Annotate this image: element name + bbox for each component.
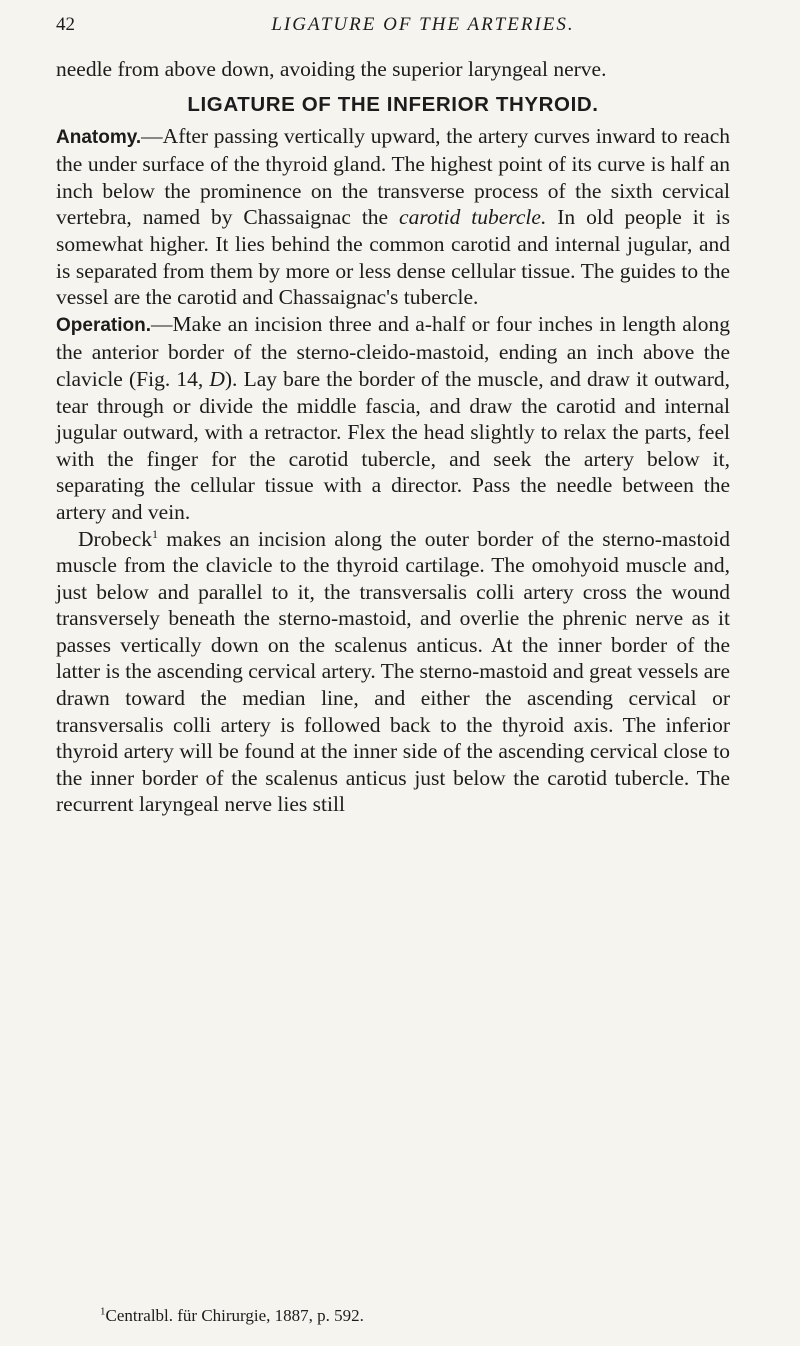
drobeck-name: Drobeck	[78, 526, 153, 551]
continuation-paragraph: needle from above down, avoiding the superior laryngeal nerve.	[56, 57, 607, 81]
footnote-mark: 1	[100, 1305, 106, 1318]
page-header	[56, 14, 730, 44]
running-title: LIGATURE OF THE ARTERIES.	[271, 14, 575, 35]
anatomy-paragraph	[56, 123, 730, 311]
drobeck-paragraph	[56, 526, 730, 819]
section-title: LIGATURE OF THE INFERIOR THYROID.	[187, 92, 599, 116]
footnote	[100, 1306, 364, 1326]
anatomy-text-b: In old people it is somewhat higher. It lies behind the common carotid and internal jugular, and is separated from them by more or less dense cellular tissue. The guides to the vessel are the carotid and Chassaignac's tubercle.	[56, 205, 731, 310]
footnote-reference: 1	[152, 526, 159, 541]
anatomy-text-a: —After passing vertically upward, the artery curves inward to reach the under surface of the thyroid gland. The highest point of its curve is half an inch below the prominence on the transverse process of the sixth cervical vertebra, named by Chassaignac the	[56, 123, 730, 230]
anatomy-italic-term: carotid tubercle.	[399, 205, 547, 230]
operation-label: Operation.	[56, 314, 152, 336]
page-number: 42	[56, 14, 75, 35]
operation-figure-letter: D	[209, 366, 225, 391]
operation-text-b: ). Lay bare the border of the muscle, and draw it outward, tear through or divide the middle fascia, and draw the carotid and internal jugular outward, with a retractor. Flex the head slightly to relax the parts, feel with the finger for the carotid tubercle, and seek the artery below it, separating the cellular tissue with a director. Pass the needle between the artery and vein.	[56, 366, 730, 524]
footnote-text: Centralbl. für Chirurgie, 1887, p. 592.	[105, 1306, 364, 1325]
operation-text-a: —Make an incision three and a-half or four inches in length along the anterior border of the sterno-cleido-mastoid, ending an inch above the clavicle (Fig. 14,	[56, 311, 730, 391]
drobeck-text: makes an incision along the outer border of the sterno-mastoid muscle from the clavicle to the thyroid cartilage. The omohyoid muscle and, just below and parallel to it, the transversalis colli artery cross the wound transversely beneath the sterno-mastoid, and overlie the phrenic nerve as it passes vertically down on the scalenus anticus. At the inner border of the latter is the ascending cervical artery. The sterno-mastoid and great vessels are drawn toward the median line, and either the ascending cervical or transversalis colli artery is followed back to the thyroid axis. The inferior thyroid artery will be found at the inner side of the ascending cervical close to the inner border of the scalenus anticus just below the carotid tubercle. The recurrent laryngeal nerve lies still	[56, 526, 730, 817]
operation-paragraph	[56, 311, 730, 526]
anatomy-label: Anatomy.	[56, 126, 142, 148]
page-body	[56, 56, 730, 818]
